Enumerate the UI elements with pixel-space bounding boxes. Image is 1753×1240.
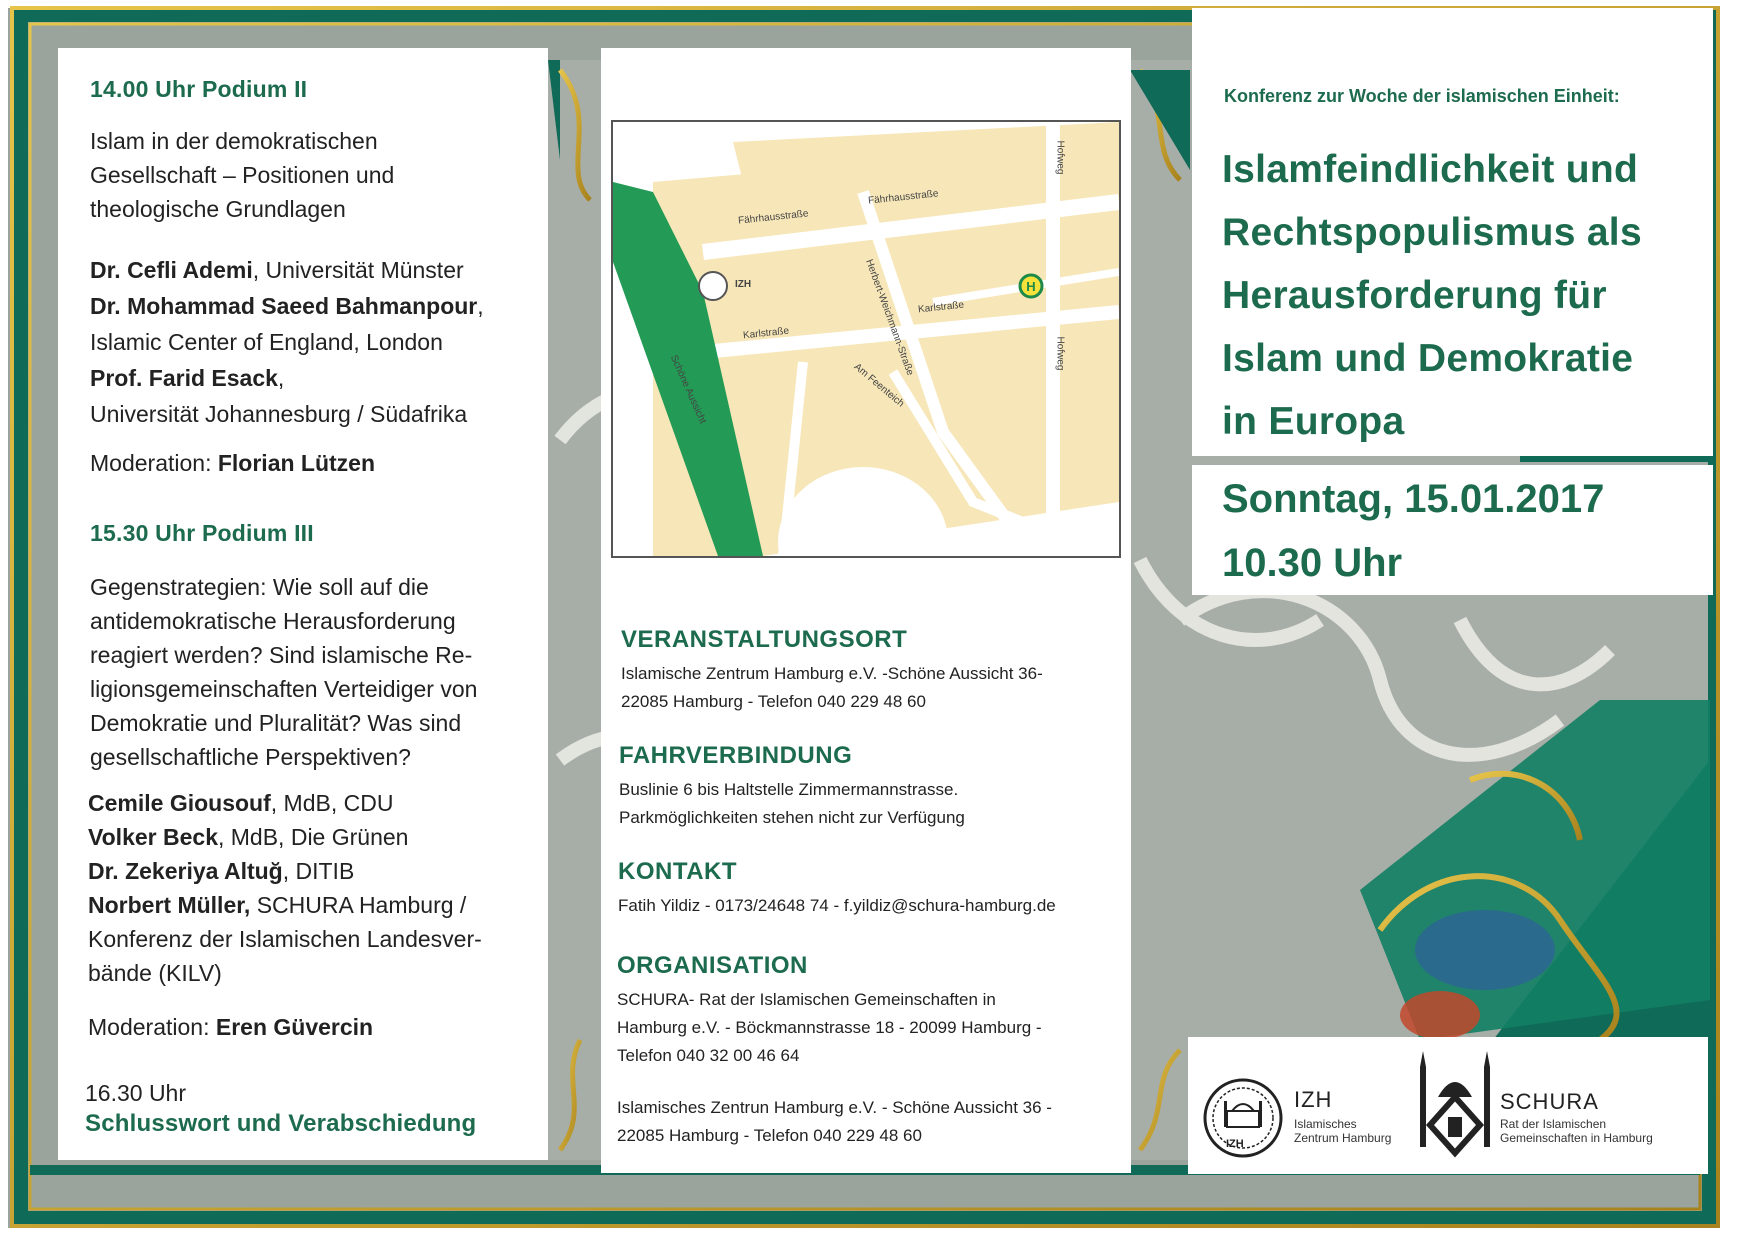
text-line: Parkmöglichkeiten stehen nicht zur Verfügung <box>619 808 965 827</box>
speaker-line: Islamic Center of England, London <box>90 329 443 355</box>
event-time: 10.30 Uhr <box>1222 541 1403 585</box>
contact-text <box>618 892 1056 920</box>
title-panel <box>1192 8 1713 456</box>
transport-text <box>619 776 965 832</box>
date-panel <box>1192 465 1713 595</box>
schura-mosque-icon <box>1410 1047 1500 1167</box>
contact-title: KONTAKT <box>618 858 738 885</box>
map-street-label: Herbert-Weichmann-Straße <box>863 257 916 378</box>
topic-line: reagiert werden? Sind islamische Re- <box>90 642 473 668</box>
speaker-line: Cemile Giousouf, MdB, CDU <box>88 790 394 816</box>
program-panel <box>58 48 548 1160</box>
map-graphic <box>613 122 1119 556</box>
closing-time: 16.30 Uhr <box>85 1080 187 1106</box>
map-izh-label: IZH <box>735 279 752 290</box>
footer-address <box>617 1094 1052 1150</box>
logo-panel <box>1188 1037 1708 1174</box>
map-street-label: Fährhausstraße <box>867 188 939 207</box>
text-line: Buslinie 6 bis Haltstelle Zimmermannstrasse. <box>619 780 959 799</box>
title-line: Herausforderung für <box>1222 274 1607 317</box>
podium3-topic <box>90 570 477 774</box>
schura-logo-name: SCHURA <box>1500 1089 1599 1114</box>
speaker-line: Dr. Mohammad Saeed Bahmanpour, <box>90 293 484 319</box>
speaker-line: Norbert Müller, SCHURA Hamburg / <box>88 892 467 918</box>
bus-stop-label: H <box>1026 279 1036 294</box>
title-line: Islam und Demokratie <box>1222 337 1634 380</box>
text-line: Islamische Zentrum Hamburg e.V. -Schöne Aussicht 36- <box>621 664 1043 683</box>
speaker-line: Volker Beck, MdB, Die Grünen <box>88 824 409 850</box>
topic-line: Gesellschaft – Positionen und <box>90 162 395 188</box>
organisation-text <box>617 986 1042 1070</box>
speaker-line: Dr. Zekeriya Altuğ, DITIB <box>88 858 355 884</box>
podium3-moderation: Moderation: Eren Güvercin <box>88 1014 374 1040</box>
location-map <box>611 120 1121 558</box>
topic-line: Gegenstrategien: Wie soll auf die <box>90 574 429 600</box>
contact-line[interactable]: Fatih Yildiz - 0173/24648 74 - f.yildiz@schura-hamburg.de <box>618 896 1056 915</box>
map-street-label: Karlstraße <box>917 299 965 316</box>
logo-sub-line: Gemeinschaften in Hamburg <box>1500 1131 1653 1145</box>
map-street-label: Fährhausstraße <box>737 208 809 227</box>
podium2-moderation: Moderation: Florian Lützen <box>90 450 376 476</box>
info-panel <box>601 48 1131 1173</box>
venue-text <box>621 660 1043 716</box>
text-line: 22085 Hamburg - Telefon 040 229 48 60 <box>617 1126 922 1145</box>
text-line: 22085 Hamburg - Telefon 040 229 48 60 <box>621 692 926 711</box>
logo-sub-line: Rat der Islamischen <box>1500 1117 1607 1131</box>
logo-sub-line: Zentrum Hamburg <box>1294 1131 1392 1145</box>
conference-title <box>1222 138 1642 453</box>
text-line: Islamisches Zentrun Hamburg e.V. - Schöne Aussicht 36 - <box>617 1098 1052 1117</box>
map-street-label: Hofweg <box>1054 140 1066 175</box>
event-date: Sonntag, 15.01.2017 <box>1222 477 1605 521</box>
speaker-line: Universität Johannesburg / Südafrika <box>90 401 468 427</box>
podium2-speakers <box>90 252 484 432</box>
izh-seal-text: IZH <box>1226 1138 1244 1150</box>
text-line: Hamburg e.V. - Böckmannstrasse 18 - 20099 Hamburg - <box>617 1018 1042 1037</box>
podium2-topic <box>90 124 394 226</box>
speaker-line: Prof. Farid Esack, <box>90 365 285 391</box>
title-line: Islamfeindlichkeit und <box>1222 148 1639 191</box>
venue-title: VERANSTALTUNGSORT <box>621 626 908 653</box>
topic-line: gesellschaftliche Perspektiven? <box>90 744 411 770</box>
organisation-title: ORGANISATION <box>617 952 808 979</box>
speaker-line: bände (KILV) <box>88 960 222 986</box>
map-street-label: Am Feenteich <box>851 361 907 410</box>
conference-subtitle: Konferenz zur Woche der islamischen Einheit: <box>1224 86 1620 106</box>
podium2-heading: 14.00 Uhr Podium II <box>90 76 308 102</box>
izh-logo-sub <box>1294 1117 1391 1145</box>
closing-title: Schlusswort und Verabschiedung <box>85 1110 477 1137</box>
podium3-heading: 15.30 Uhr Podium III <box>90 520 314 546</box>
topic-line: antidemokratische Herausforderung <box>90 608 456 634</box>
speaker-line: Dr. Cefli Ademi, Universität Münster <box>90 257 464 283</box>
topic-line: Islam in der demokratischen <box>90 128 378 154</box>
topic-line: ligionsgemeinschaften Verteidiger von <box>90 676 478 702</box>
map-street-label: Schöne Aussicht <box>667 353 709 426</box>
map-street-label: Hofweg <box>1054 336 1066 371</box>
logo-sub-line: Islamisches <box>1294 1117 1357 1131</box>
map-street-label: Karlstraße <box>742 325 790 342</box>
izh-marker-icon <box>699 272 727 300</box>
speaker-line: Konferenz der Islamischen Landesver- <box>88 926 482 952</box>
izh-logo-name: IZH <box>1294 1087 1333 1112</box>
text-line: SCHURA- Rat der Islamischen Gemeinschaften in <box>617 990 996 1009</box>
text-line: Telefon 040 32 00 46 64 <box>617 1046 800 1065</box>
title-line: Rechtspopulismus als <box>1222 211 1642 254</box>
topic-line: Demokratie und Pluralität? Was sind <box>90 710 462 736</box>
transport-title: FAHRVERBINDUNG <box>619 742 853 769</box>
podium3-speakers <box>88 786 482 990</box>
title-line: in Europa <box>1222 400 1405 443</box>
schura-logo-sub <box>1500 1117 1653 1145</box>
topic-line: theologische Grundlagen <box>90 196 346 222</box>
